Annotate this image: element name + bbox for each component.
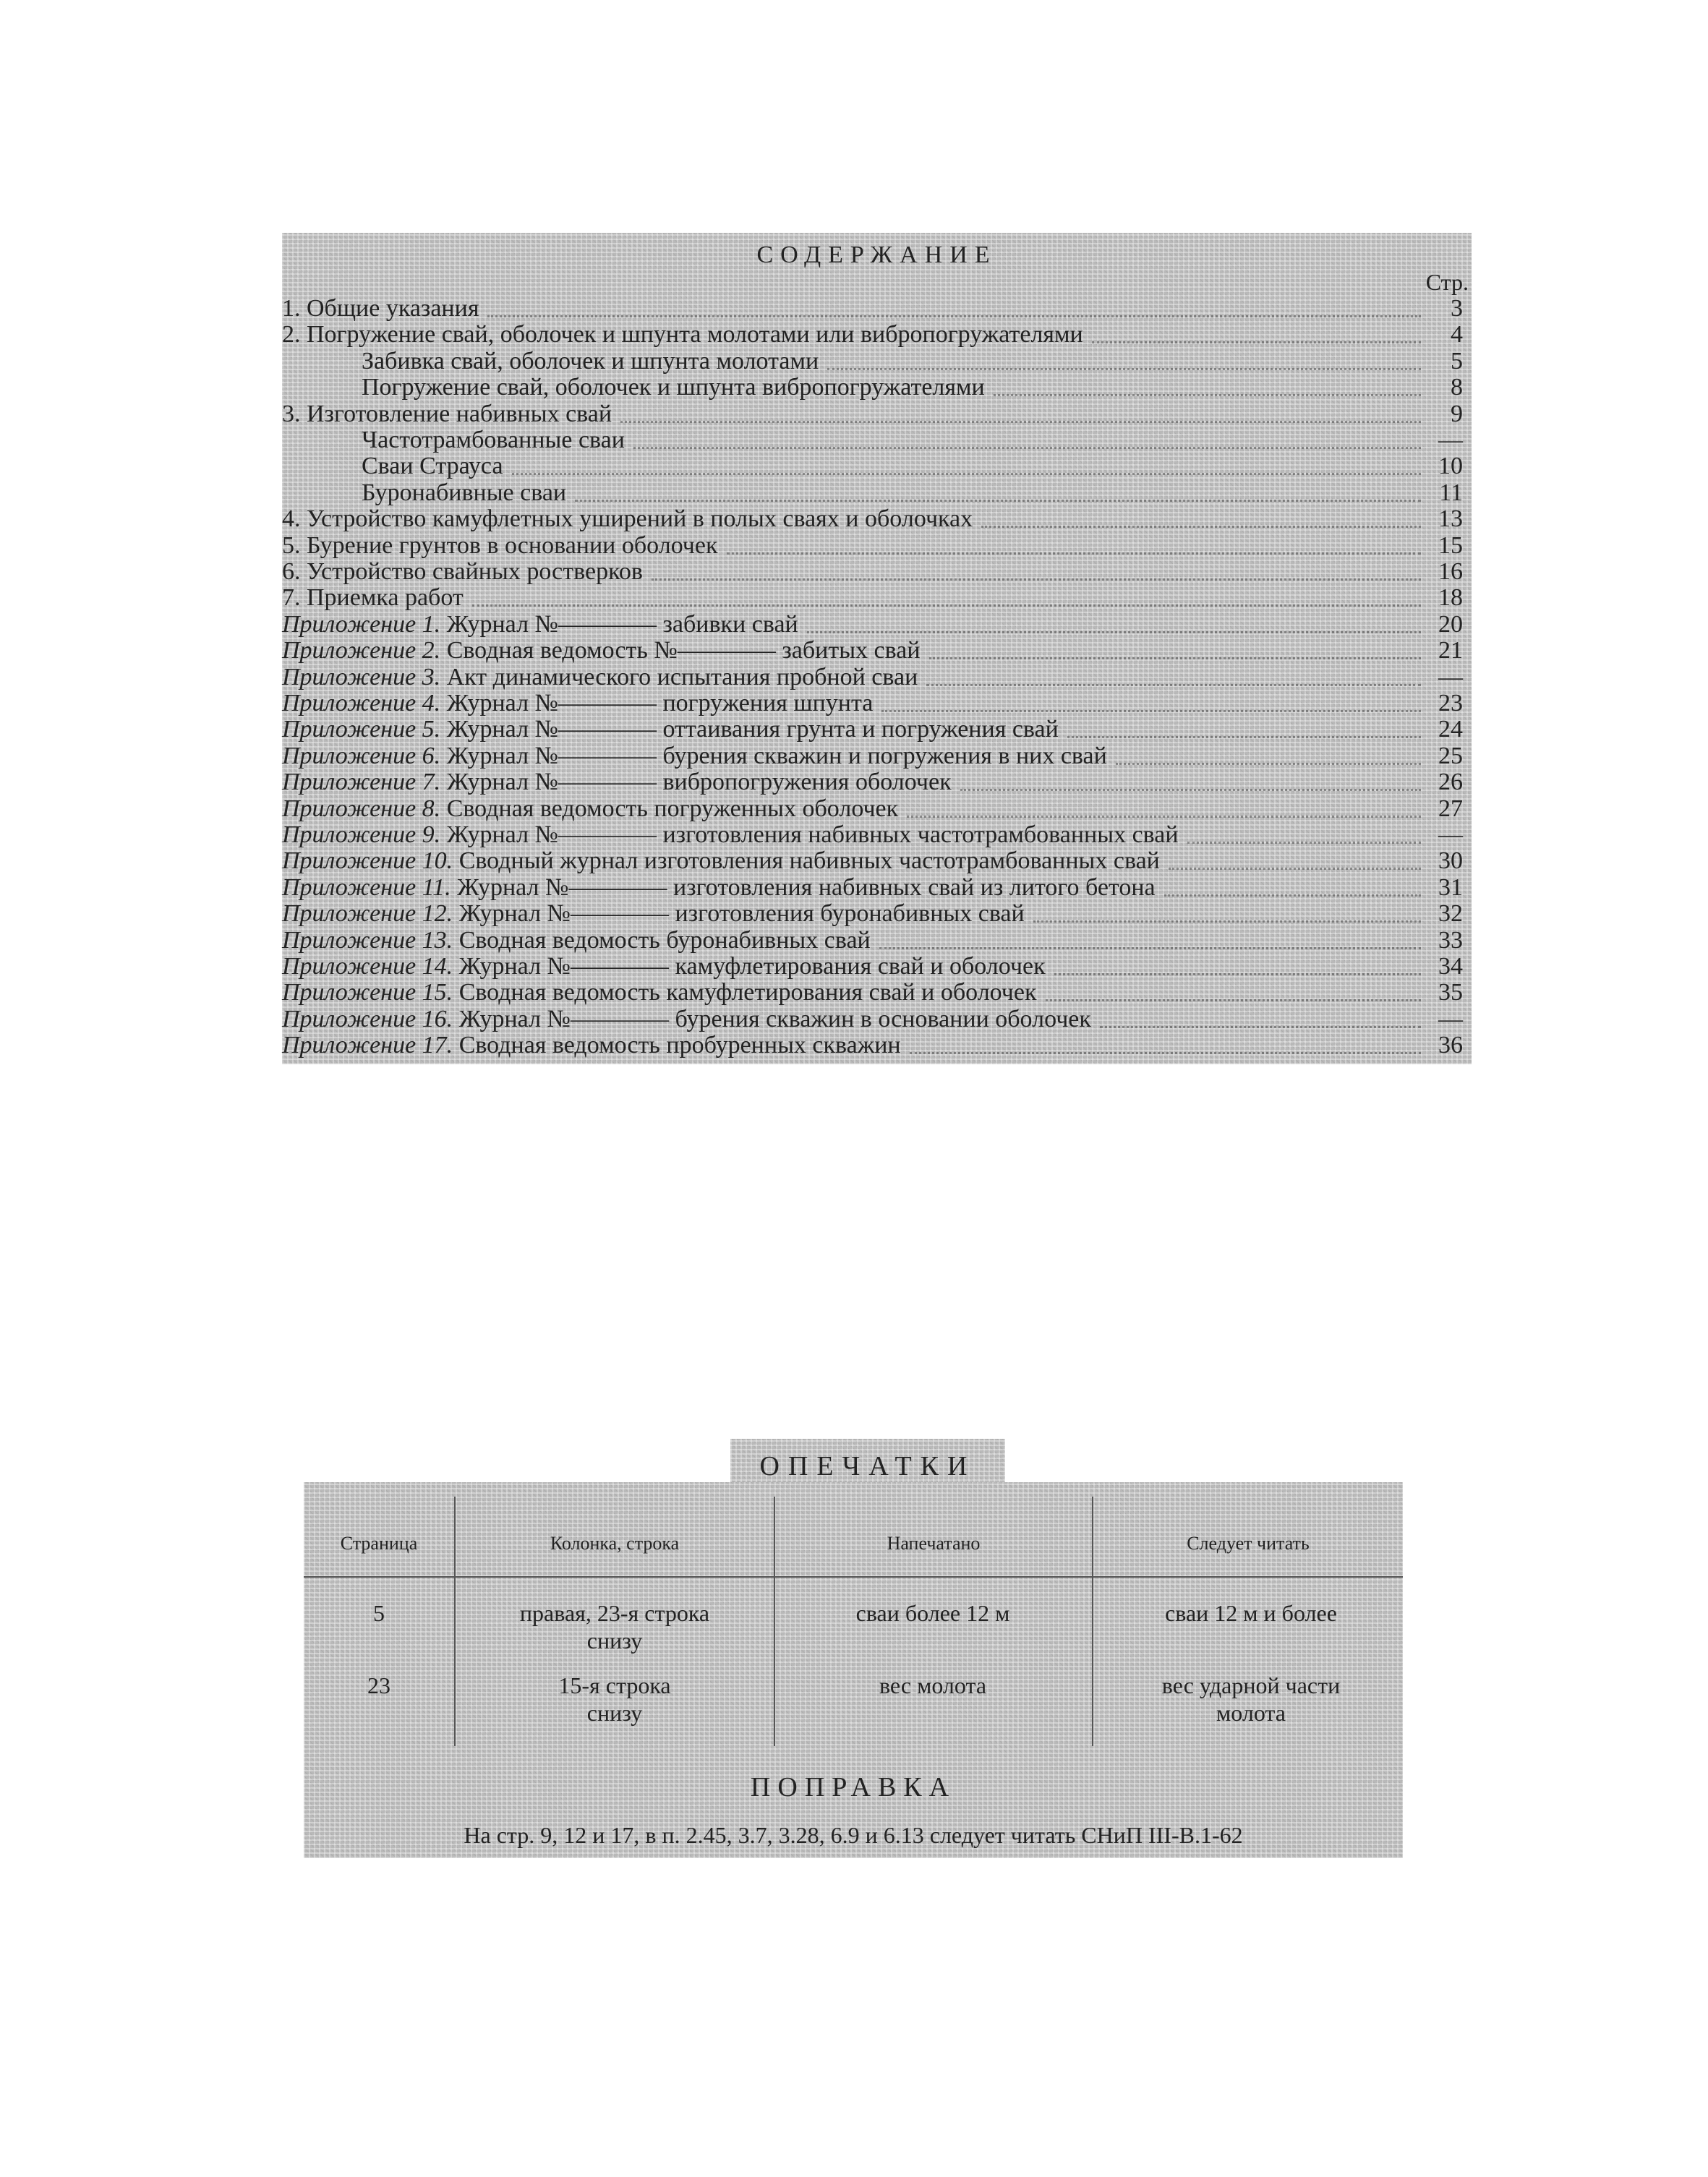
- toc-entry-label: 6. Устройство свайных ростверков: [282, 558, 643, 585]
- toc-entry-text: [282, 560, 643, 584]
- errata-header-divider: [304, 1576, 1403, 1578]
- toc-entry-label: Сводная ведомость пробуренных скважин: [458, 1032, 901, 1059]
- toc-entry-text: [362, 454, 503, 479]
- toc-entry: [282, 612, 1472, 637]
- toc-entry: [282, 402, 1472, 427]
- toc-entry: [282, 665, 1472, 690]
- toc-entry-text: [282, 691, 873, 716]
- toc-dot-leader: [575, 500, 1421, 502]
- toc-entry-label: 4. Устройство камуфлетных уширений в полых сваях и оболочках: [282, 505, 973, 533]
- toc-entry: [282, 849, 1472, 873]
- errata-cell: правая, 23-я строка снизу: [519, 1600, 710, 1654]
- toc-entry-label: Журнал №———— забивки свай: [446, 610, 798, 638]
- toc-entry-label: Журнал №———— оттаивания грунта и погружения свай: [446, 716, 1059, 743]
- toc-dot-leader: [1046, 999, 1421, 1001]
- toc-entry-prefix: Приложение 17.: [282, 1032, 453, 1059]
- toc-entry-label: Журнал №———— изготовления набивных свай из литого бетона: [457, 873, 1156, 901]
- errata-cell: сваи 12 м и более: [1165, 1600, 1337, 1626]
- toc-entry-page: 36: [1438, 1032, 1463, 1059]
- toc-entry-text: [282, 744, 1107, 769]
- toc-entry-label: Буронабивные сваи: [362, 479, 567, 506]
- toc-entry-text: [282, 322, 1083, 347]
- correction-text: На стр. 9, 12 и 17, в п. 2.45, 3.7, 3.28, 6.9 и 6.13 следует читать СНиП III-В.1-62: [464, 1822, 1243, 1848]
- toc-entry-label: 5. Бурение грунтов в основании оболочек: [282, 531, 718, 559]
- toc-page-header: Стр.: [1425, 269, 1469, 295]
- toc-dot-leader: [1067, 736, 1421, 738]
- toc-dot-leader: [929, 657, 1421, 659]
- toc-entry-page: 25: [1438, 742, 1463, 769]
- toc-entry-page: —: [1438, 427, 1463, 453]
- toc-dot-leader: [879, 947, 1421, 949]
- toc-entry: [282, 797, 1472, 821]
- toc-entry-page: 18: [1438, 584, 1463, 612]
- toc-entry-page: 32: [1438, 900, 1463, 928]
- toc-entry-label: 3. Изготовление набивных свай: [282, 400, 612, 427]
- toc-entry-page: 23: [1438, 690, 1463, 717]
- toc-entry-text: [282, 402, 612, 427]
- toc-dot-leader: [633, 447, 1421, 449]
- toc-entry-text: [282, 531, 718, 559]
- toc-entry-label: Забивка свай, оболочек и шпунта молотами: [362, 347, 819, 375]
- toc-entry: [282, 744, 1472, 769]
- toc-entry: [282, 481, 1472, 505]
- toc-entry-text: [282, 638, 921, 663]
- toc-entry-prefix: Приложение 3.: [282, 663, 441, 690]
- errata-cell: 5: [373, 1600, 385, 1626]
- errata-cell: вес молота: [879, 1672, 987, 1698]
- toc-entry-label: Сводная ведомость №———— забитых свай: [446, 637, 921, 664]
- toc-dot-leader: [1164, 894, 1421, 897]
- toc-entry: [282, 349, 1472, 374]
- toc-entry: [282, 531, 1472, 559]
- toc-entry: [282, 902, 1472, 926]
- toc-entry-page: —: [1438, 1005, 1463, 1032]
- toc-entry: [282, 1033, 1472, 1058]
- toc-entry: [282, 296, 1472, 321]
- toc-dot-leader: [472, 604, 1421, 607]
- errata-cell: сваи более 12 м: [855, 1600, 1010, 1626]
- toc-dot-leader: [960, 789, 1421, 791]
- toc-entry-page: —: [1438, 663, 1463, 690]
- toc-entry-text: [282, 717, 1059, 742]
- toc-entry-label: Акт динамического испытания пробной сваи: [446, 663, 918, 690]
- toc-entry-prefix: Приложение 16.: [282, 1005, 453, 1032]
- toc-entry-text: [362, 481, 566, 505]
- toc-entry-prefix: Приложение 2.: [282, 637, 441, 664]
- toc-entry-label: Сводная ведомость камуфлетирования свай и оболочек: [458, 979, 1037, 1006]
- toc-entry-text: [282, 797, 898, 821]
- toc-entry-text: [282, 1007, 1091, 1032]
- toc-entry-text: [282, 954, 1046, 979]
- toc-entry-page: 20: [1438, 610, 1463, 638]
- toc-entry-page: 34: [1438, 953, 1463, 980]
- toc-entry-page: 27: [1438, 795, 1463, 822]
- toc-entry-text: [282, 849, 1160, 873]
- toc-dot-leader: [1169, 868, 1421, 870]
- toc-entry-prefix: Приложение 15.: [282, 979, 453, 1006]
- errata-header-printed: Напечатано: [887, 1533, 981, 1554]
- toc-entry-text: [282, 612, 798, 637]
- toc-entry-label: Сваи Страуса: [362, 453, 503, 480]
- toc-entry-page: 30: [1438, 847, 1463, 875]
- toc-entry-page: 33: [1438, 926, 1463, 954]
- toc-entry-prefix: Приложение 8.: [282, 795, 441, 822]
- toc-entry-prefix: Приложение 14.: [282, 953, 453, 980]
- toc-entry-page: 10: [1438, 453, 1463, 480]
- toc-entry-text: [282, 823, 1179, 847]
- toc-entry-page: 31: [1438, 873, 1463, 901]
- toc-entry-label: Журнал №———— вибропогружения оболочек: [446, 769, 952, 796]
- table-of-contents: [282, 233, 1472, 1064]
- toc-entry: [282, 507, 1472, 531]
- toc-entry-page: 9: [1451, 400, 1463, 427]
- toc-dot-leader: [652, 578, 1421, 581]
- toc-entry-text: [362, 375, 985, 400]
- correction-title: ПОПРАВКА: [750, 1772, 957, 1802]
- toc-entry-prefix: Приложение 4.: [282, 690, 441, 717]
- toc-entry: [282, 691, 1472, 716]
- toc-entry-label: Сводная ведомость буронабивных свай: [458, 926, 871, 954]
- toc-entry: [282, 770, 1472, 795]
- toc-dot-leader: [1092, 341, 1421, 343]
- toc-entry: [282, 454, 1472, 479]
- toc-entry-prefix: Приложение 10.: [282, 847, 453, 875]
- toc-dot-leader: [512, 473, 1421, 475]
- toc-entry-text: [282, 586, 464, 610]
- toc-entry: [282, 560, 1472, 584]
- toc-dot-leader: [1033, 920, 1421, 923]
- toc-entry-label: 7. Приемка работ: [282, 584, 464, 612]
- toc-dot-leader: [881, 710, 1421, 712]
- toc-entry-label: Сводный журнал изготовления набивных частотрамбованных свай: [458, 847, 1160, 875]
- toc-entry-prefix: Приложение 6.: [282, 742, 441, 769]
- toc-entry-label: Журнал №———— бурения скважин и погружения в них свай: [446, 742, 1107, 769]
- toc-entry-page: 15: [1438, 531, 1463, 559]
- errata-cell: 15-я строка снизу: [558, 1672, 671, 1726]
- toc-entry-label: Погружение свай, оболочек и шпунта вибропогружателями: [362, 374, 985, 401]
- toc-dot-leader: [981, 526, 1421, 528]
- toc-entry: [282, 823, 1472, 847]
- toc-dot-leader: [926, 684, 1421, 686]
- toc-entry-page: —: [1438, 821, 1463, 848]
- toc-entry-prefix: Приложение 9.: [282, 821, 441, 848]
- toc-entry-text: [362, 428, 625, 453]
- toc-entry-label: Журнал №———— камуфлетирования свай и оболочек: [458, 953, 1046, 980]
- toc-entry-page: 26: [1438, 769, 1463, 796]
- toc-dot-leader: [1116, 763, 1421, 765]
- toc-entry-page: 13: [1438, 505, 1463, 533]
- toc-entry-label: Журнал №———— изготовления буронабивных свай: [458, 900, 1025, 928]
- toc-entry-page: 24: [1438, 716, 1463, 743]
- toc-entry-page: 8: [1451, 374, 1463, 401]
- toc-entry-label: 1. Общие указания: [282, 295, 479, 322]
- toc-entry-page: 5: [1451, 347, 1463, 375]
- toc-entry: [282, 1007, 1472, 1032]
- errata-header-column-line: Колонка, строка: [550, 1533, 680, 1554]
- toc-dot-leader: [827, 368, 1421, 370]
- toc-entry-label: Сводная ведомость погруженных оболочек: [446, 795, 899, 822]
- toc-dot-leader: [1100, 1026, 1421, 1028]
- toc-entry-text: [282, 665, 918, 690]
- toc-entry-prefix: Приложение 11.: [282, 873, 451, 901]
- toc-entry-label: 2. Погружение свай, оболочек и шпунта молотами или вибропогружателями: [282, 321, 1083, 348]
- toc-entry: [282, 717, 1472, 742]
- toc-dot-leader: [807, 631, 1421, 633]
- toc-title: СОДЕРЖАНИЕ: [756, 241, 997, 268]
- toc-dot-leader: [1187, 842, 1421, 844]
- toc-dot-leader: [910, 1052, 1421, 1054]
- toc-entry-page: 11: [1439, 479, 1463, 506]
- errata-section: [304, 1482, 1403, 1858]
- toc-entry-text: [282, 902, 1025, 926]
- toc-entry-text: [282, 928, 871, 953]
- toc-entry-label: Журнал №———— изготовления набивных частотрамбованных свай: [446, 821, 1179, 848]
- toc-entry-text: [362, 349, 819, 374]
- errata-title: ОПЕЧАТКИ: [759, 1451, 976, 1481]
- errata-header-page: Страница: [340, 1533, 418, 1554]
- errata-cell: вес ударной части молота: [1161, 1672, 1341, 1726]
- toc-entry-text: [282, 296, 479, 321]
- toc-entry: [282, 873, 1472, 901]
- errata-table: [304, 1482, 1403, 1764]
- toc-entry-prefix: Приложение 13.: [282, 926, 453, 954]
- toc-entry-page: 16: [1438, 558, 1463, 585]
- toc-entry: [282, 638, 1472, 663]
- toc-entry-label: Журнал №———— погружения шпунта: [446, 690, 874, 717]
- toc-entry-prefix: Приложение 7.: [282, 769, 441, 796]
- toc-dot-leader: [907, 816, 1421, 818]
- toc-entry: [282, 375, 1472, 400]
- toc-entry: [282, 928, 1472, 953]
- toc-entry-page: 21: [1438, 637, 1463, 664]
- toc-entry-label: Журнал №———— бурения скважин в основании оболочек: [458, 1005, 1091, 1032]
- toc-entry-text: [282, 507, 973, 531]
- toc-entry-text: [282, 1033, 901, 1058]
- toc-dot-leader: [727, 552, 1421, 555]
- errata-cell: 23: [367, 1672, 390, 1698]
- toc-entry: [282, 980, 1472, 1005]
- toc-entry: [282, 954, 1472, 979]
- toc-dot-leader: [994, 394, 1421, 396]
- toc-entry-page: 35: [1438, 979, 1463, 1006]
- toc-entry-text: [282, 873, 1156, 901]
- toc-entry-label: Частотрамбованные сваи: [362, 427, 625, 453]
- toc-entry-prefix: Приложение 1.: [282, 610, 441, 638]
- errata-header-should-read: Следует читать: [1187, 1533, 1310, 1554]
- toc-entry-text: [282, 770, 952, 795]
- toc-entry: [282, 428, 1472, 453]
- toc-entry-prefix: Приложение 5.: [282, 716, 441, 743]
- toc-entry-page: 3: [1451, 295, 1463, 322]
- toc-entry-text: [282, 980, 1037, 1005]
- toc-entry: [282, 586, 1472, 610]
- toc-entry: [282, 322, 1472, 347]
- toc-dot-leader: [1054, 973, 1421, 975]
- toc-dot-leader: [487, 315, 1421, 317]
- toc-entry-prefix: Приложение 12.: [282, 900, 453, 928]
- toc-dot-leader: [620, 421, 1421, 423]
- toc-entry-page: 4: [1451, 321, 1463, 348]
